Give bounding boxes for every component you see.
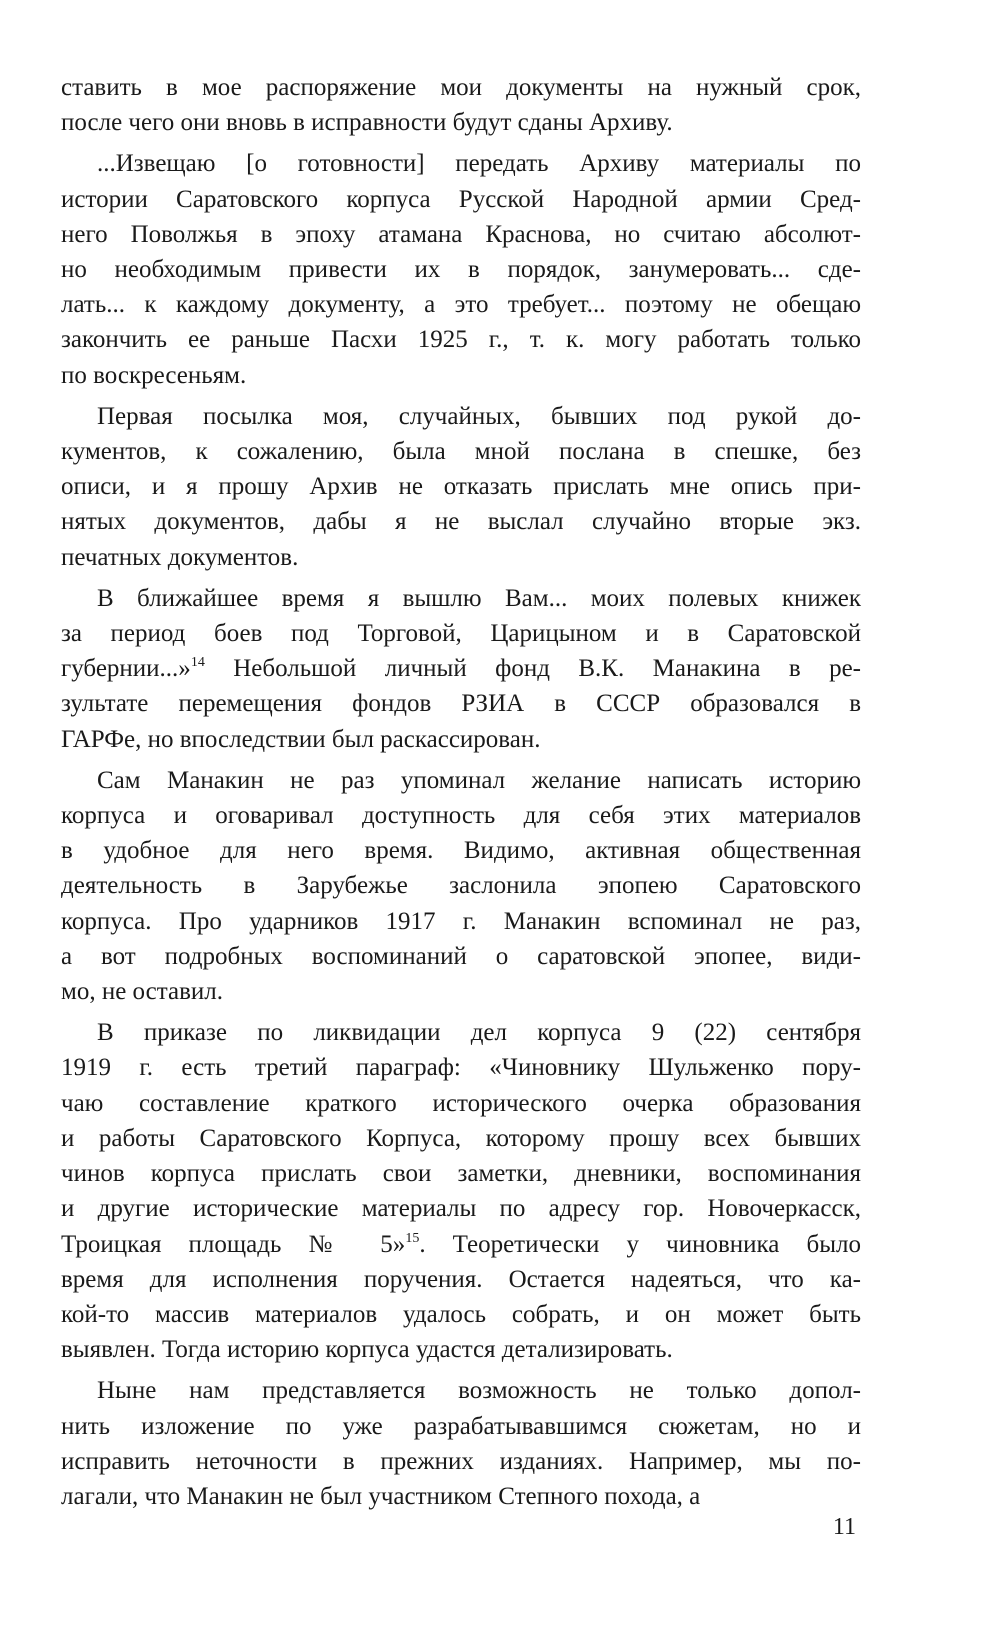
body-text: [61, 70, 861, 1514]
page-number: 11: [832, 1514, 856, 1540]
text-line: чаю составление краткого исторического очерка образования: [61, 1089, 861, 1117]
text-line: нить изложение по уже разрабатывавшимся сюжетам, но и: [61, 1412, 861, 1440]
text-line: время для исполнения поручения. Остается надеяться, что ка-: [61, 1265, 861, 1293]
paragraph: [61, 763, 861, 1009]
text-line: но необходимым привести их в порядок, занумеровать... сде-: [61, 256, 861, 284]
text-line: Первая посылка моя, случайных, бывших под рукой до-: [97, 402, 861, 430]
paragraph: [61, 399, 861, 575]
text-line: В ближайшее время я вышлю Вам... моих полевых книжек: [97, 584, 861, 612]
text-line: истории Саратовского корпуса Русской Народной армии Сред-: [61, 185, 861, 213]
text-line: ...Извещаю [о готовности] передать Архиву материалы по: [97, 150, 861, 178]
text-line: корпуса и оговаривал доступность для себя этих материалов: [61, 802, 861, 830]
text-line: корпуса. Про ударников 1917 г. Манакин вспоминал не раз,: [61, 907, 861, 935]
text-line: печатных документов.: [61, 543, 299, 571]
text-line: нятых документов, дабы я не выслал случайно вторые экз.: [61, 508, 861, 536]
paragraph: [61, 581, 861, 757]
text-line: исправить неточности в прежних изданиях. Например, мы по-: [61, 1447, 861, 1475]
text-line: деятельность в Зарубежье заслонила эпопею Саратовского: [61, 872, 861, 900]
line-segment: Троицкая площадь № 5»: [61, 1230, 406, 1258]
text-line: [61, 1227, 861, 1262]
footnote-ref: 14: [190, 655, 205, 671]
text-line: лать... к каждому документу, а это требует... поэтому не обещаю: [61, 291, 861, 319]
text-line: после чего они вновь в исправности будут сданы Архиву.: [61, 109, 673, 137]
text-line: кой-то массив материалов удалось собрать, и он может быть: [61, 1300, 861, 1328]
text-line: ставить в мое распоряжение мои документы на нужный срок,: [61, 74, 861, 101]
text-line: мо, не оставил.: [61, 978, 223, 1006]
line-segment: Небольшой личный фонд В.К. Манакина в ре-: [204, 655, 861, 683]
paragraph: [61, 70, 861, 140]
text-line: выявлен. Тогда историю корпуса удастся детализировать.: [61, 1336, 673, 1364]
footnote-ref: 15: [405, 1230, 420, 1246]
text-line: лагали, что Манакин не был участником Степного похода, а: [61, 1482, 701, 1510]
text-line: описи, и я прошу Архив не отказать прислать мне опись при-: [61, 473, 861, 501]
text-line: кументов, к сожалению, была мной послана в спешке, без: [61, 438, 861, 466]
paragraph: [61, 1015, 861, 1367]
line-segment: . Теоретически у чиновника было: [419, 1230, 861, 1258]
line-segment: губернии...»: [61, 655, 191, 683]
text-line: зультате перемещения фондов РЗИА в СССР образовался в: [61, 690, 861, 718]
text-line: и другие исторические материалы по адресу гор. Новочеркасск,: [61, 1195, 861, 1223]
text-line: чинов корпуса прислать свои заметки, дневники, воспоминания: [61, 1160, 861, 1188]
text-line: В приказе по ликвидации дел корпуса 9 (22) сентября: [97, 1019, 861, 1047]
text-line: [61, 651, 861, 686]
text-line: в удобное для него время. Видимо, активная общественная: [61, 837, 861, 865]
text-line: ГАРФе, но впоследствии был раскассирован.: [61, 725, 541, 753]
text-line: Ныне нам представляется возможность не только допол-: [97, 1377, 861, 1405]
text-line: за период боев под Торговой, Царицыном и в Саратовской: [61, 620, 861, 648]
text-line: 1919 г. есть третий параграф: «Чиновнику Шульженко пору-: [61, 1054, 861, 1082]
text-line: а вот подробных воспоминаний о саратовской эпопее, види-: [61, 942, 861, 970]
paragraph: [61, 146, 861, 392]
paragraph: [61, 1373, 861, 1514]
text-line: по воскресеньям.: [61, 361, 247, 389]
text-line: него Поволжья в эпоху атамана Краснова, но считаю абсолют-: [61, 220, 861, 248]
text-line: Сам Манакин не раз упоминал желание написать историю: [97, 766, 861, 794]
text-line: и работы Саратовского Корпуса, которому прошу всех бывших: [61, 1124, 861, 1152]
text-line: закончить ее раньше Пасхи 1925 г., т. к. могу работать только: [61, 326, 861, 354]
